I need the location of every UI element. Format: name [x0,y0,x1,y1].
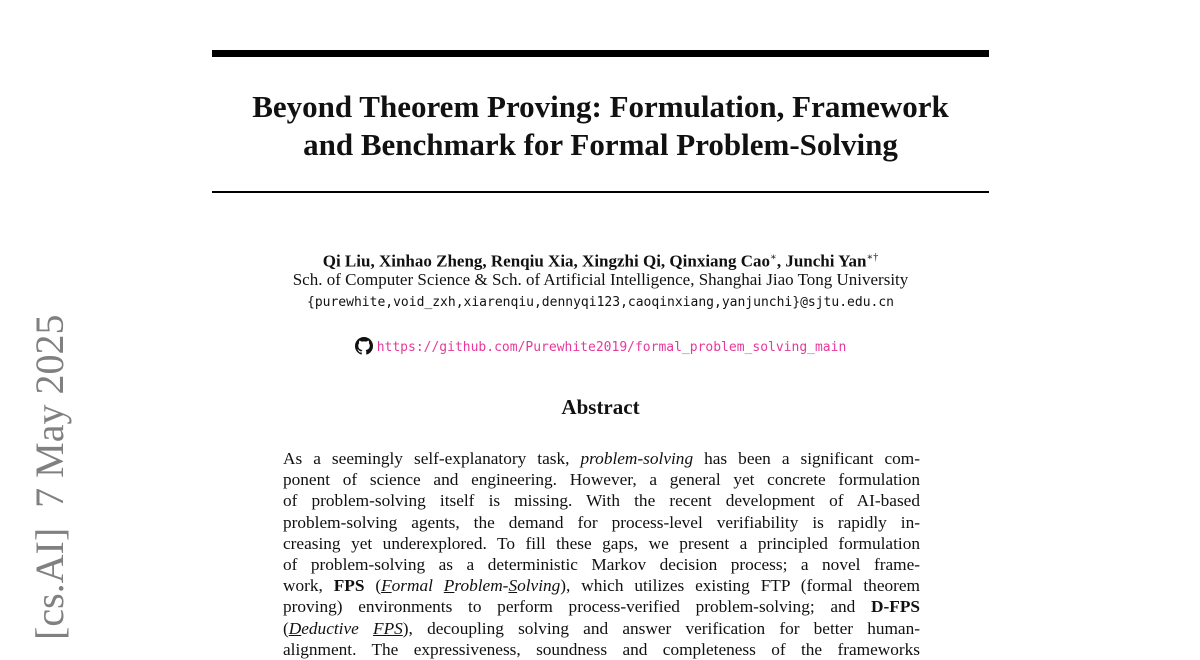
abstract-line-2: ponent of science and engineering. However, a general yet concrete formulation [283,470,920,490]
title-line-1: Beyond Theorem Proving: Formulation, Framework [252,89,949,124]
abstract-line-1: As a seemingly self-explanatory task, problem-solving has been a significant com- [283,449,920,468]
title-line-2: and Benchmark for Formal Problem-Solving [303,127,898,162]
abstract-line-6: of problem-solving as a deterministic Markov decision process; a novel frame- [283,555,920,575]
abstract-line-4: problem-solving agents, the demand for process-level verifiability is rapidly in- [283,512,920,532]
abstract-line-5: creasing yet underexplored. To fill these gaps, we present a principled formulation [283,533,920,553]
repository-line [212,337,989,363]
abstract-body [283,448,920,660]
author-names: Qi Liu, Xinhao Zheng, Renqiu Xia, Xingzhi Qi, Qinxiang Cao [322,251,771,271]
repository-link[interactable]: https://github.com/Purewhite2019/formal_problem_solving_main [376,340,847,355]
author-emails[interactable]: {purewhite,void_zxh,xiarenqiu,dennyqi123,caoqinxiang,yanjunchi}@sjtu.edu.cn [307,295,894,310]
github-icon [355,337,373,363]
corresponding-mark-2: ∗† [866,252,879,263]
abstract-line-8: proving) environments to perform process-verified problem-solving; and D-FPS [283,597,920,617]
title-top-rule [212,50,989,57]
abstract-heading: Abstract [561,395,640,419]
title-bottom-rule [212,191,989,193]
abstract-line-3: of problem-solving itself is missing. With the recent development of AI-based [283,491,920,511]
abstract-line-10: alignment. The expressiveness, soundness and completeness of the frameworks [283,639,920,659]
author-names-tail: , Junchi Yan [776,251,867,271]
affiliation: Sch. of Computer Science & Sch. of Artificial Intelligence, Shanghai Jiao Tong University [292,270,909,289]
abstract-line-9: (Deductive FPS), decoupling solving and answer verification for better human- [283,618,920,638]
corresponding-mark: ∗ [770,252,777,263]
arxiv-stamp: [cs.AI] 7 May 2025 [27,314,72,640]
abstract-line-7: work, FPS (Formal Problem-Solving), which utilizes existing FTP (formal theorem [283,576,920,596]
paper-title [212,88,989,164]
